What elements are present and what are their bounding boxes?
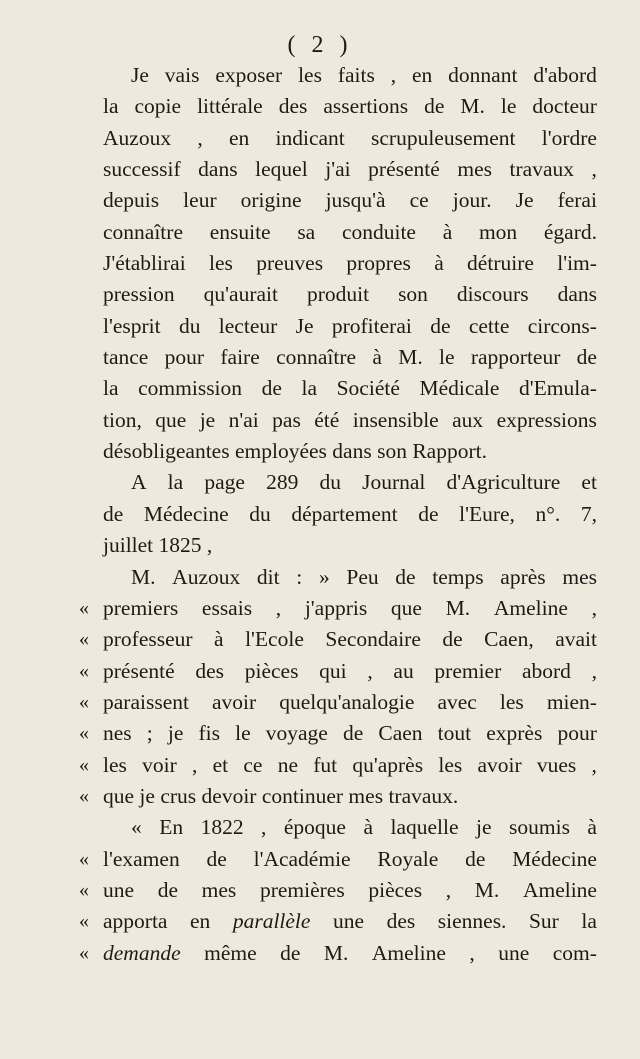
word: dans: [198, 157, 238, 182]
word: de: [342, 721, 364, 746]
text-line: [103, 91, 597, 122]
guillemet-mark: «: [79, 784, 89, 807]
word: Caen: [378, 721, 423, 746]
word: de: [430, 313, 451, 338]
word: l'Eure,: [459, 501, 515, 526]
word: d'Agriculture: [446, 470, 561, 495]
word: l'Académie: [253, 846, 351, 871]
word: mien-: [546, 689, 597, 714]
word: ;: [146, 721, 153, 746]
word: égard.: [543, 219, 597, 244]
word: paraissent: [103, 689, 189, 714]
text-line: [103, 405, 597, 436]
word: employées: [234, 439, 327, 464]
word: des: [278, 94, 308, 119]
word: les: [438, 752, 463, 777]
word: le: [439, 345, 455, 370]
text-line: [103, 185, 597, 216]
word: insensible: [352, 407, 439, 432]
word: que: [390, 595, 422, 620]
word: ,: [275, 595, 282, 620]
text-line: [103, 812, 597, 843]
word: une: [498, 940, 530, 965]
word: présenté: [368, 157, 440, 182]
word: l'Ecole: [245, 627, 304, 652]
text-line: [79, 844, 597, 875]
word: 1822: [200, 815, 244, 840]
word: premiers: [103, 595, 179, 620]
word: pas: [272, 407, 301, 432]
word: les: [499, 689, 524, 714]
word: et: [212, 752, 229, 777]
word: «: [131, 815, 142, 840]
word: depuis: [103, 188, 160, 213]
word: je: [139, 783, 155, 808]
text-line: [103, 467, 597, 498]
word: avoir: [477, 752, 522, 777]
word: copie: [134, 94, 182, 119]
word: 289: [266, 470, 299, 495]
word: à: [363, 815, 373, 840]
word: travaux: [509, 157, 574, 182]
word: expressions: [496, 407, 597, 432]
word: l'ordre: [541, 125, 597, 150]
word: :: [296, 564, 303, 589]
word: vues: [536, 752, 577, 777]
word: que: [103, 783, 135, 808]
word: Journal: [362, 470, 426, 495]
word: successif: [103, 157, 181, 182]
word: M.: [398, 345, 423, 370]
word: littérale: [197, 94, 263, 119]
word: Ameline: [371, 940, 446, 965]
word: travaux.: [388, 783, 459, 808]
word: l'examen: [103, 846, 180, 871]
word: voir: [142, 752, 177, 777]
text-line: [103, 311, 597, 342]
word: mes: [457, 157, 492, 182]
word: la: [103, 94, 119, 119]
word: présenté: [103, 658, 175, 683]
guillemet-mark: «: [79, 941, 89, 964]
word: docteur: [532, 94, 597, 119]
word: J'établirai: [103, 251, 186, 276]
text-line: [79, 781, 597, 812]
word: des: [386, 909, 416, 934]
word: pièces: [244, 658, 299, 683]
word: »: [318, 564, 330, 589]
word: abord: [521, 658, 571, 683]
word: ,: [367, 658, 373, 683]
word: discours: [456, 282, 529, 307]
word: avait: [555, 627, 597, 652]
word: du: [178, 313, 201, 338]
word: avoir: [212, 689, 257, 714]
text-line: [79, 938, 597, 969]
word: n°.: [535, 501, 561, 526]
word: de: [442, 627, 463, 652]
word: connaître: [103, 219, 183, 244]
word: des: [195, 658, 225, 683]
word: pour: [164, 345, 205, 370]
word: du: [319, 470, 341, 495]
word: en: [411, 63, 433, 87]
word: indicant: [275, 125, 345, 150]
word: au: [393, 658, 414, 683]
word: en: [190, 909, 211, 934]
word: soumis: [509, 815, 570, 840]
word: jusqu'à: [325, 188, 386, 213]
text-line: [79, 593, 597, 624]
word: fis: [198, 721, 221, 746]
word: dans: [332, 439, 372, 464]
word: les: [298, 63, 322, 87]
word: pression: [103, 282, 175, 307]
text-line: [103, 279, 597, 310]
word: M.: [445, 595, 471, 620]
word: désobligeantes: [103, 439, 230, 464]
word: ,: [591, 157, 597, 182]
word: conduite: [341, 219, 416, 244]
text-line: [79, 687, 597, 718]
word: mes: [562, 564, 597, 589]
word: dit: [256, 564, 280, 589]
word: Auzoux: [103, 125, 172, 150]
word: de: [424, 94, 445, 119]
word: mes: [201, 877, 237, 902]
word: sa: [297, 219, 316, 244]
word: je: [199, 407, 216, 432]
word: j'appris: [304, 595, 368, 620]
word: à: [372, 345, 382, 370]
word: Je: [295, 313, 314, 338]
word: et: [581, 470, 597, 495]
word: j'ai: [325, 157, 351, 182]
word: à: [434, 251, 444, 276]
word: nes: [103, 721, 132, 746]
word: apporta: [103, 909, 168, 934]
word: faits: [337, 63, 375, 87]
page-number: ( 2 ): [287, 32, 353, 58]
word: M.: [474, 877, 500, 902]
word: propres: [346, 251, 411, 276]
word: l'im-: [557, 251, 597, 276]
word: détruire: [467, 251, 534, 276]
word: M.: [131, 564, 156, 589]
word: ,: [591, 752, 597, 777]
word: Sur: [528, 909, 559, 934]
word: devoir: [201, 783, 257, 808]
word: produit: [306, 282, 370, 307]
word: tion,: [103, 407, 142, 432]
word: de: [103, 501, 124, 526]
word: premières: [259, 877, 345, 902]
word: ,: [445, 877, 452, 902]
word: ferai: [557, 188, 597, 213]
word: pour: [557, 721, 597, 746]
text-line: [79, 875, 597, 906]
word: à: [214, 627, 224, 652]
text-line: [103, 562, 597, 593]
word: Secondaire: [325, 627, 421, 652]
word: juillet: [103, 533, 154, 558]
word: département: [291, 501, 398, 526]
word: Médicale: [419, 376, 500, 401]
word: exposer: [215, 63, 283, 87]
word: ,: [261, 815, 267, 840]
word: tout: [437, 721, 472, 746]
text-line: [103, 530, 597, 561]
word: donnant: [448, 63, 518, 87]
word: ,: [197, 125, 203, 150]
word: de: [576, 345, 597, 370]
text-line: [103, 499, 597, 530]
word: je: [476, 815, 492, 840]
word: époque: [283, 815, 346, 840]
text-line: [79, 906, 597, 937]
word: de: [206, 846, 227, 871]
word: l'esprit: [103, 313, 161, 338]
word: d'abord: [533, 63, 597, 87]
word: le: [500, 94, 517, 119]
word: en: [228, 125, 250, 150]
word: le: [235, 721, 251, 746]
word: ,: [390, 63, 397, 87]
word: du: [249, 501, 271, 526]
text-line: [79, 750, 597, 781]
guillemet-mark: «: [79, 596, 89, 619]
word: ,: [206, 533, 213, 558]
word: siennes.: [437, 909, 507, 934]
word: à: [442, 219, 453, 244]
word: leur: [183, 188, 217, 213]
word: A: [131, 470, 147, 495]
word: Royale: [377, 846, 439, 871]
word: que: [155, 407, 187, 432]
word: commission: [138, 376, 243, 401]
word: Société: [336, 376, 400, 401]
word: à: [587, 815, 597, 840]
word: connaître: [276, 345, 357, 370]
word: Je: [131, 63, 149, 87]
word: de: [280, 940, 301, 965]
word: assertions: [323, 94, 409, 119]
word: Rapport.: [412, 439, 487, 464]
word: circons-: [527, 313, 597, 338]
word: de: [261, 376, 282, 401]
word: voyage: [265, 721, 328, 746]
word: ,: [591, 595, 597, 620]
word: de: [395, 564, 416, 589]
word: vais: [164, 63, 200, 87]
word: origine: [240, 188, 302, 213]
text-line: [103, 248, 597, 279]
word: ne: [277, 752, 298, 777]
word: ,: [469, 940, 475, 965]
word: demande: [103, 940, 181, 965]
text-line: [103, 154, 597, 185]
word: lecteur: [218, 313, 278, 338]
word: M.: [323, 940, 349, 965]
word: essais: [201, 595, 253, 620]
word: pièces: [368, 877, 423, 902]
word: fut: [313, 752, 338, 777]
word: n'ai: [228, 407, 259, 432]
body-text: [79, 60, 597, 969]
text-line: [103, 342, 597, 373]
word: preuves: [256, 251, 324, 276]
word: avec: [437, 689, 477, 714]
word: exprès: [486, 721, 543, 746]
text-line: [103, 60, 597, 91]
word: ce: [243, 752, 263, 777]
word: faire: [220, 345, 260, 370]
word: scrupuleusement: [371, 125, 516, 150]
word: professeur: [103, 627, 193, 652]
guillemet-mark: «: [79, 878, 89, 901]
word: cette: [468, 313, 510, 338]
word: ensuite: [209, 219, 271, 244]
guillemet-mark: «: [79, 628, 89, 651]
text-line: [103, 217, 597, 248]
word: 1825: [158, 533, 202, 558]
word: laquelle: [390, 815, 459, 840]
text-line: [103, 436, 597, 467]
word: rapporteur: [470, 345, 561, 370]
word: mes: [348, 783, 384, 808]
word: crus: [160, 783, 197, 808]
word: de: [157, 877, 178, 902]
word: Caen,: [484, 627, 534, 652]
guillemet-mark: «: [79, 753, 89, 776]
word: M.: [460, 94, 485, 119]
word: les: [103, 752, 127, 777]
word: après: [500, 564, 546, 589]
word: Médecine: [143, 501, 229, 526]
word: d'Emula-: [519, 376, 597, 401]
word: une: [103, 877, 135, 902]
word: ,: [591, 658, 597, 683]
word: lequel: [255, 157, 308, 182]
text-line: [103, 373, 597, 404]
word: parallèle: [232, 909, 311, 934]
word: 7,: [580, 501, 597, 526]
word: la: [167, 470, 184, 495]
word: continuer: [261, 783, 344, 808]
word: tance: [103, 345, 149, 370]
text-line: [79, 624, 597, 655]
word: une: [332, 909, 365, 934]
guillemet-mark: «: [79, 722, 89, 745]
word: quelqu'analogie: [279, 689, 415, 714]
word: Auzoux: [172, 564, 241, 589]
word: aux: [452, 407, 484, 432]
text-line: [103, 123, 597, 154]
word: profiterai: [331, 313, 412, 338]
word: de: [418, 501, 439, 526]
guillemet-mark: «: [79, 690, 89, 713]
guillemet-mark: «: [79, 659, 89, 682]
word: été: [314, 407, 340, 432]
word: les: [209, 251, 233, 276]
word: temps: [432, 564, 484, 589]
word: Ameline: [493, 595, 568, 620]
word: son: [377, 439, 407, 464]
text-line: [79, 718, 597, 749]
word: même: [204, 940, 257, 965]
word: Peu: [346, 564, 379, 589]
guillemet-mark: «: [79, 847, 89, 870]
word: qui: [319, 658, 347, 683]
word: qu'aurait: [203, 282, 278, 307]
word: Ameline: [522, 877, 597, 902]
word: page: [204, 470, 245, 495]
word: jour.: [452, 188, 492, 213]
word: la: [581, 909, 597, 934]
word: dans: [557, 282, 597, 307]
word: la: [301, 376, 318, 401]
word: son: [398, 282, 428, 307]
word: ce: [409, 188, 429, 213]
word: la: [103, 376, 119, 401]
word: ,: [192, 752, 198, 777]
word: de: [465, 846, 486, 871]
word: mon: [478, 219, 518, 244]
word: Médecine: [512, 846, 597, 871]
text-line: [79, 656, 597, 687]
guillemet-mark: «: [79, 910, 89, 933]
word: Je: [515, 188, 534, 213]
word: premier: [434, 658, 502, 683]
word: com-: [552, 940, 597, 965]
word: En: [159, 815, 184, 840]
word: qu'après: [352, 752, 424, 777]
word: je: [167, 721, 184, 746]
